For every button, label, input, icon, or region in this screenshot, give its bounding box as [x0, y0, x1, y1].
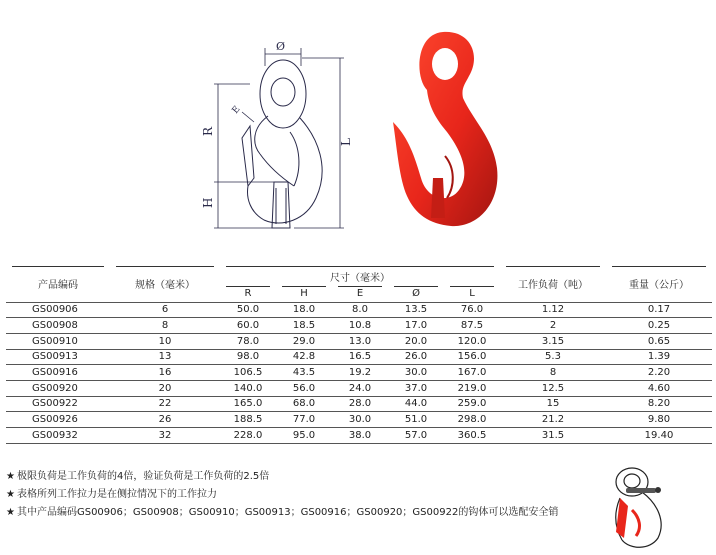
cell-h: 77.0 [276, 412, 332, 428]
cell-r: 98.0 [220, 349, 276, 365]
safety-pin-hook-photo [606, 462, 676, 552]
table-row [6, 302, 712, 318]
cell-r: 78.0 [220, 333, 276, 349]
product-figures [0, 0, 716, 262]
star-icon: ★ [6, 489, 15, 500]
cell-spec: 32 [110, 428, 220, 444]
header-dim-l: L [444, 286, 500, 302]
cell-weight: 8.20 [606, 396, 712, 412]
cell-weight: 19.40 [606, 428, 712, 444]
cell-working-load: 31.5 [500, 428, 606, 444]
cell-weight: 2.20 [606, 365, 712, 381]
cell-diameter: 37.0 [388, 380, 444, 396]
cell-l: 76.0 [444, 302, 500, 318]
table-row [6, 365, 712, 381]
cell-l: 360.5 [444, 428, 500, 444]
cell-r: 228.0 [220, 428, 276, 444]
cell-h: 42.8 [276, 349, 332, 365]
cell-weight: 9.80 [606, 412, 712, 428]
cell-diameter: 44.0 [388, 396, 444, 412]
header-dim-e: E [332, 286, 388, 302]
note-item: ★ 表格所列工作拉力是在侧拉情况下的工作拉力 [6, 489, 217, 500]
cell-code: GS00910 [6, 333, 110, 349]
cell-code: GS00906 [6, 302, 110, 318]
cell-spec: 26 [110, 412, 220, 428]
cell-diameter: 13.5 [388, 302, 444, 318]
cell-l: 259.0 [444, 396, 500, 412]
header-spec: 规格（毫米） [110, 266, 220, 302]
cell-e: 8.0 [332, 302, 388, 318]
header-dim-r: R [220, 286, 276, 302]
cell-l: 87.5 [444, 318, 500, 334]
header-product-code: 产品编码 [6, 266, 110, 302]
cell-spec: 13 [110, 349, 220, 365]
cell-working-load: 1.12 [500, 302, 606, 318]
table-row [6, 412, 712, 428]
cell-weight: 4.60 [606, 380, 712, 396]
cell-weight: 0.25 [606, 318, 712, 334]
cell-e: 16.5 [332, 349, 388, 365]
table-row [6, 428, 712, 444]
cell-e: 19.2 [332, 365, 388, 381]
table-row [6, 380, 712, 396]
header-dim-h: H [276, 286, 332, 302]
cell-h: 43.5 [276, 365, 332, 381]
cell-h: 68.0 [276, 396, 332, 412]
cell-r: 188.5 [220, 412, 276, 428]
cell-code: GS00908 [6, 318, 110, 334]
cell-e: 24.0 [332, 380, 388, 396]
table-row [6, 396, 712, 412]
cell-code: GS00932 [6, 428, 110, 444]
cell-code: GS00920 [6, 380, 110, 396]
cell-weight: 1.39 [606, 349, 712, 365]
star-icon: ★ [6, 471, 15, 482]
cell-diameter: 20.0 [388, 333, 444, 349]
cell-l: 167.0 [444, 365, 500, 381]
cell-r: 140.0 [220, 380, 276, 396]
note-item: ★ 其中产品编码GS00906；GS00908；GS00910；GS00913；GS00916；GS00920；GS00922的钩体可以选配安全销 [6, 507, 559, 518]
cell-spec: 22 [110, 396, 220, 412]
cell-r: 60.0 [220, 318, 276, 334]
cell-working-load: 5.3 [500, 349, 606, 365]
cell-code: GS00922 [6, 396, 110, 412]
table-row [6, 318, 712, 334]
cell-l: 298.0 [444, 412, 500, 428]
table-row [6, 333, 712, 349]
cell-working-load: 8 [500, 365, 606, 381]
cell-l: 156.0 [444, 349, 500, 365]
cell-h: 95.0 [276, 428, 332, 444]
cell-code: GS00926 [6, 412, 110, 428]
cell-e: 30.0 [332, 412, 388, 428]
cell-r: 165.0 [220, 396, 276, 412]
cell-h: 56.0 [276, 380, 332, 396]
cell-weight: 0.65 [606, 333, 712, 349]
cell-code: GS00916 [6, 365, 110, 381]
header-weight: 重量（公斤） [606, 266, 712, 302]
header-dimensions: 尺寸（毫米） [220, 266, 500, 286]
cell-diameter: 57.0 [388, 428, 444, 444]
r-dimension-label: R [201, 126, 215, 136]
l-dimension-label: L [339, 138, 353, 146]
diameter-label: Ø [276, 40, 286, 53]
cell-working-load: 15 [500, 396, 606, 412]
cell-r: 106.5 [220, 365, 276, 381]
table-row [6, 349, 712, 365]
header-working-load: 工作负荷（吨） [500, 266, 606, 302]
cell-diameter: 30.0 [388, 365, 444, 381]
cell-h: 18.0 [276, 302, 332, 318]
e-dimension-label: E [230, 104, 243, 116]
cell-weight: 0.17 [606, 302, 712, 318]
cell-spec: 6 [110, 302, 220, 318]
cell-l: 219.0 [444, 380, 500, 396]
cell-e: 10.8 [332, 318, 388, 334]
cell-r: 50.0 [220, 302, 276, 318]
cell-diameter: 26.0 [388, 349, 444, 365]
cell-h: 18.5 [276, 318, 332, 334]
cell-spec: 20 [110, 380, 220, 396]
cell-e: 13.0 [332, 333, 388, 349]
cell-code: GS00913 [6, 349, 110, 365]
cell-working-load: 12.5 [500, 380, 606, 396]
star-icon: ★ [6, 507, 15, 518]
cell-spec: 10 [110, 333, 220, 349]
cell-e: 38.0 [332, 428, 388, 444]
cell-working-load: 3.15 [500, 333, 606, 349]
notes [6, 468, 606, 522]
spec-table [6, 266, 712, 444]
cell-e: 28.0 [332, 396, 388, 412]
h-dimension-label: H [201, 197, 215, 208]
cell-spec: 8 [110, 318, 220, 334]
note-item: ★ 极限负荷是工作负荷的4倍，验证负荷是工作负荷的2.5倍 [6, 471, 270, 482]
cell-working-load: 2 [500, 318, 606, 334]
cell-spec: 16 [110, 365, 220, 381]
cell-diameter: 51.0 [388, 412, 444, 428]
cell-diameter: 17.0 [388, 318, 444, 334]
hook-technical-drawing [190, 28, 360, 238]
spec-table-body [6, 302, 712, 443]
cell-h: 29.0 [276, 333, 332, 349]
cell-working-load: 21.2 [500, 412, 606, 428]
header-dim-diameter: Ø [388, 286, 444, 302]
red-eye-hook-photo [385, 28, 525, 238]
cell-l: 120.0 [444, 333, 500, 349]
